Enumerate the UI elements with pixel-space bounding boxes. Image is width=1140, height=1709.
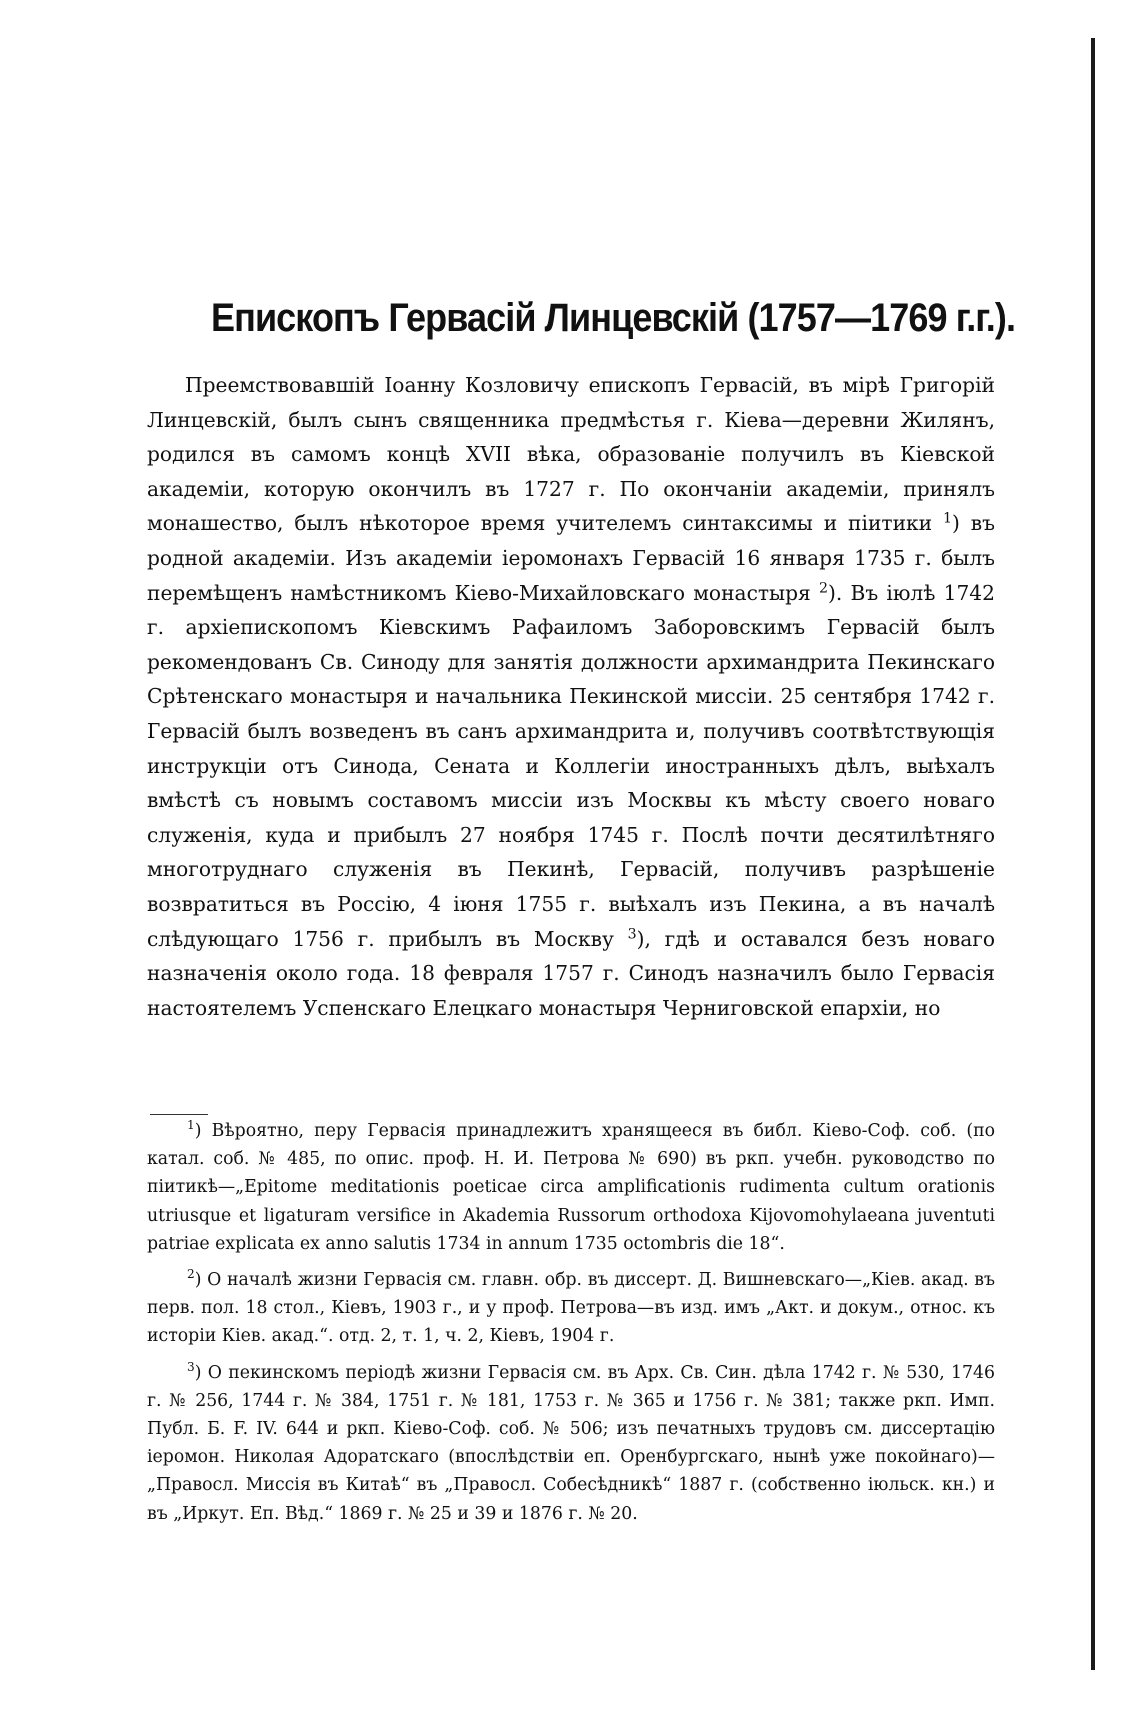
footnote-text: Вѣроятно, перу Гервасія принадлежитъ хранящееся въ библ. Кіево-Соф. соб. (по катал. соб. № 485, по опис. проф. Н. И. Петрова № 690) въ ркп. учебн. руководство по піитикѣ—„Epitome meditationis poeticae circa amplificationis rudimenta cultum orationis utriusque et ligaturam versifice in Akademia Russorum orthodoxa Kijovomohylaeana juventuti patriae explicata ex anno salutis 1734 in annum 1735 octombris die 18“.	[147, 1121, 995, 1254]
body-segment-4: , гдѣ и оставался безъ новаго назначенія около года. 18 февраля 1757 г. Синодъ назначилъ было Гервасія настоятелемъ Успенскаго Елецкаго монастыря Черниговской епархіи, но	[147, 926, 995, 1020]
footnote-ref-paren: )	[827, 580, 836, 605]
footnote-mark: 3	[187, 1359, 195, 1374]
body-segment-2: въ родной академіи. Изъ академіи іеромонахъ Гервасій 16 января 1735 г. былъ перемѣщенъ намѣстникомъ Кіево-Михайловскаго монастыря	[147, 511, 995, 605]
page-title: Епископъ Гервасій Линцевскій (1757—1769 г.г.).	[211, 296, 1016, 340]
page-edge-line	[1091, 38, 1095, 1670]
footnote-2: $^2$) О началѣ жизни Гервасія см. главн. обр. въ диссерт. Д. Вишневскаго—„Кіев. акад. въ перв. пол. 18 стол., Кіевъ, 1903 г., и у проф. Петрова—въ изд. имъ „Акт. и докум., относ. къ исторіи Кіев. акад.“. отд. 2, т. 1, ч. 2, Кіевъ, 1904 г.	[147, 1267, 995, 1347]
footnotes	[147, 1117, 995, 1536]
body-paragraph	[147, 368, 995, 1025]
footnote-ref-1[interactable]: 1	[943, 510, 953, 527]
body-segment-3: . Въ іюлѣ 1742 г. архіепископомъ Кіевскимъ Рафаиломъ Заборовскимъ Гервасій былъ рекомендованъ Св. Синоду для занятія должности архимандрита Пекинскаго Срѣтенскаго монастыря и начальника Пекинской миссіи. 25 сентября 1742 г. Гервасій былъ возведенъ въ санъ архимандрита и, получивъ соотвѣтствующія инструкціи отъ Синода, Сената и Коллегіи иностранныхъ дѣлъ, выѣхалъ вмѣстѣ съ новымъ составомъ миссіи изъ Москвы къ мѣсту своего новаго служенія, куда и прибылъ 27 ноября 1745 г. Послѣ почти десятилѣтняго многотруднаго служенія въ Пекинѣ, Гервасій, получивъ разрѣшеніе возвратиться въ Россію, 4 іюня 1755 г. выѣхалъ изъ Пекина, а въ началѣ слѣдующаго 1756 г. прибылъ въ Москву	[147, 580, 995, 951]
body-segment-1: Преемствовавшій Іоанну Козловичу епископъ Гервасій, въ мірѣ Григорій Линцевскій, былъ сынъ священника предмѣстья г. Кіева—деревни Жилянъ, родился въ самомъ концѣ XVII вѣка, образованіе получилъ въ Кіевской академіи, которую окончилъ въ 1727 г. По окончаніи академіи, принялъ монашество, былъ нѣкоторое время учителемъ синтаксимы и піитики	[147, 373, 995, 536]
footnote-text: О пекинскомъ періодѣ жизни Гервасія см. въ Арх. Св. Син. дѣла 1742 г. № 530, 1746 г. № 256, 1744 г. № 384, 1751 г. № 181, 1753 г. № 365 и 1756 г. № 381; также ркп. Имп. Публ. Б. F. IV. 644 и ркп. Кіево-Соф. соб. № 506; изъ печатныхъ трудовъ см. диссертацію іеромон. Николая Адоратскаго (впослѣдствіи еп. Оренбургскаго, нынѣ уже покойнаго)—„Правосл. Миссія въ Китаѣ“ въ „Правосл. Собесѣдникѣ“ 1887 г. (собственно іюльск. кн.) и въ „Иркут. Еп. Вѣд.“ 1869 г. № 25 и 39 и 1876 г. № 20.	[147, 1362, 995, 1524]
footnote-mark: 1	[187, 1118, 195, 1133]
footnote-divider	[150, 1114, 208, 1115]
footnote-ref-paren: )	[952, 511, 960, 536]
footnote-mark: 2	[187, 1267, 195, 1282]
footnote-3: $^3$) О пекинскомъ періодѣ жизни Гервасія см. въ Арх. Св. Син. дѣла 1742 г. № 530, 1746 г. № 256, 1744 г. № 384, 1751 г. № 181, 1753 г. № 365 и 1756 г. № 381; также ркп. Имп. Публ. Б. F. IV. 644 и ркп. Кіево-Соф. соб. № 506; изъ печатныхъ трудовъ см. диссертацію іеромон. Николая Адоратскаго (впослѣдствіи еп. Оренбургскаго, нынѣ уже покойнаго)—„Правосл. Миссія въ Китаѣ“ въ „Правосл. Собесѣдникѣ“ 1887 г. (собственно іюльск. кн.) и въ „Иркут. Еп. Вѣд.“ 1869 г. № 25 и 39 и 1876 г. № 20.	[147, 1359, 995, 1524]
body-text	[147, 368, 995, 1025]
footnote-1: $^1$) Вѣроятно, перу Гервасія принадлежитъ хранящееся въ библ. Кіево-Соф. соб. (по катал. соб. № 485, по опис. проф. Н. И. Петрова № 690) въ ркп. учебн. руководство по піитикѣ—„Epitome meditationis poeticae circa amplificationis rudimenta cultum orationis utriusque et ligaturam versifice in Akademia Russorum orthodoxa Kijovomohylaeana juventuti patriae explicata ex anno salutis 1734 in annum 1735 octombris die 18“.	[147, 1118, 995, 1254]
footnote-ref-3[interactable]: 3	[627, 925, 637, 942]
footnote-ref-paren: )	[636, 926, 645, 951]
footnote-text: О началѣ жизни Гервасія см. главн. обр. въ диссерт. Д. Вишневскаго—„Кіев. акад. въ перв. пол. 18 стол., Кіевъ, 1903 г., и у проф. Петрова—въ изд. имъ „Акт. и докум., относ. къ исторіи Кіев. акад.“. отд. 2, т. 1, ч. 2, Кіевъ, 1904 г.	[147, 1270, 995, 1347]
footnote-ref-2[interactable]: 2	[818, 579, 828, 596]
